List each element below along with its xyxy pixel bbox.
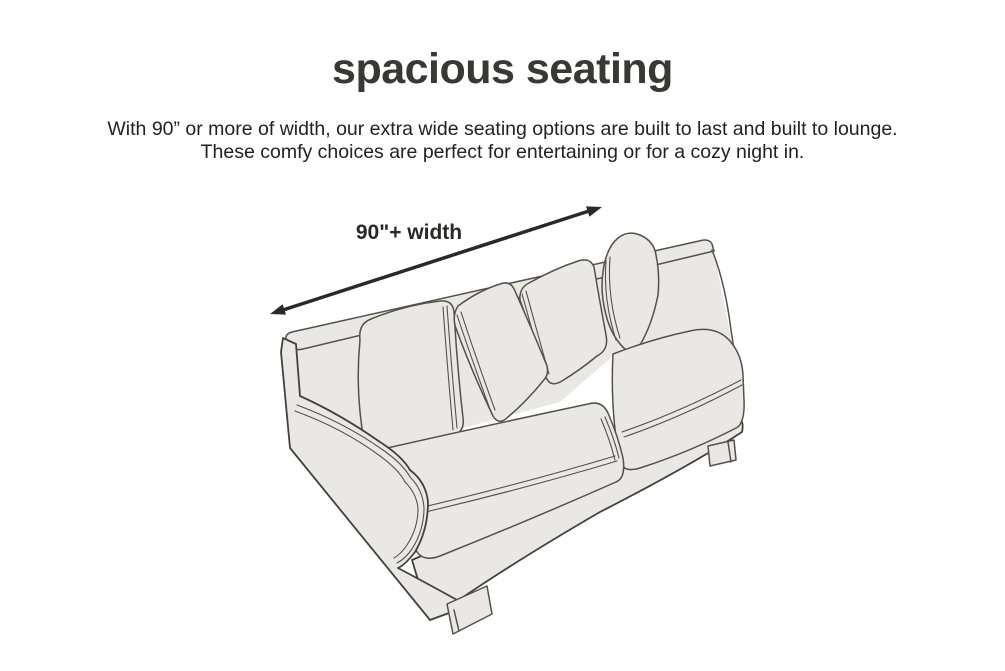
arrowhead-left-icon [270, 304, 286, 314]
arrowhead-right-icon [586, 206, 602, 216]
dimension-label: 90"+ width [355, 221, 463, 244]
page-title: spacious seating [332, 45, 673, 93]
sofa-illustration [281, 233, 744, 634]
description-line-1: With 90” or more of width, our extra wide seating options are built to last and built to lounge. [107, 118, 898, 140]
pillow-left-large [358, 301, 463, 452]
description-line-2: These comfy choices are perfect for entertaining or for a cozy night in. [200, 141, 805, 163]
